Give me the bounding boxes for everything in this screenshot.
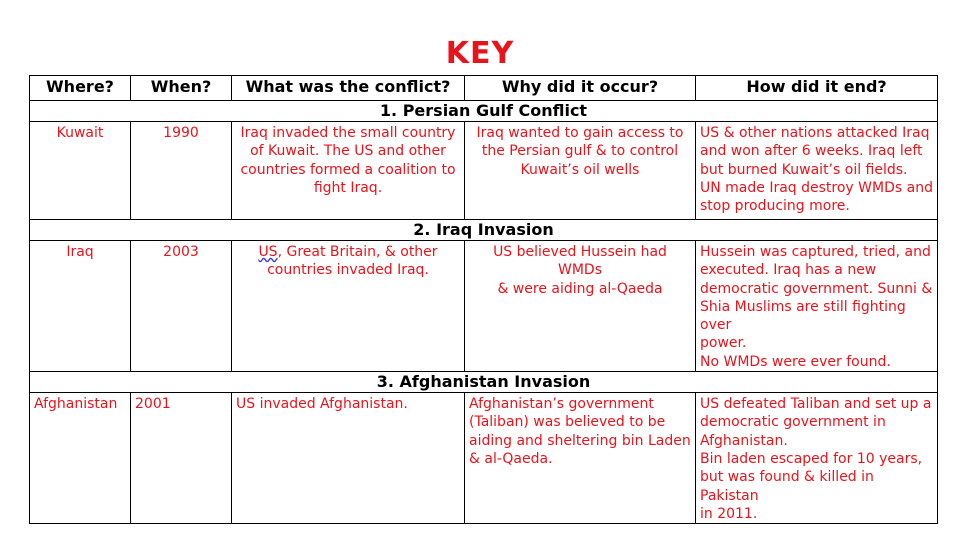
table-row <box>30 122 938 220</box>
why-cell: Iraq wanted to gain access to the Persian gulf & to control Kuwait’s oil wells <box>465 122 696 220</box>
how-cell: Hussein was captured, tried, and executed. Iraq has a new democratic government. Sunni & Shia Muslims are still fighting over power. No WMDs were ever found. <box>696 241 938 372</box>
why-cell: Afghanistan’s government (Taliban) was believed to be aiding and sheltering bin Laden & al-Qaeda. <box>465 393 696 524</box>
header-why: Why did it occur? <box>465 76 696 101</box>
what-cell: US invaded Afghanistan. <box>232 393 465 524</box>
section-heading: 2. Iraq Invasion <box>30 220 938 241</box>
how-cell: US defeated Taliban and set up a democratic government in Afghanistan. Bin laden escaped for 10 years, but was found & killed in Pakistan in 2011. <box>696 393 938 524</box>
what-cell: Iraq invaded the small country of Kuwait. The US and other countries formed a coalition to fight Iraq. <box>232 122 465 220</box>
section-heading-row <box>30 220 938 241</box>
where-cell: Kuwait <box>30 122 131 220</box>
when-cell: 2003 <box>131 241 232 372</box>
when-cell: 2001 <box>131 393 232 524</box>
where-cell: Iraq <box>30 241 131 372</box>
section-heading-row <box>30 372 938 393</box>
key-table <box>29 75 938 524</box>
how-cell: US & other nations attacked Iraq and won after 6 weeks. Iraq left but burned Kuwait’s oil fields. UN made Iraq destroy WMDs and stop producing more. <box>696 122 938 220</box>
page-title: KEY <box>445 36 515 71</box>
header-row <box>30 76 938 101</box>
section-heading: 3. Afghanistan Invasion <box>30 372 938 393</box>
table-row <box>30 241 938 372</box>
header-what: What was the conflict? <box>232 76 465 101</box>
what-cell: US, Great Britain, & other countries invaded Iraq. <box>232 241 465 372</box>
where-cell: Afghanistan <box>30 393 131 524</box>
header-when: When? <box>131 76 232 101</box>
section-heading-row <box>30 101 938 122</box>
why-cell: US believed Hussein had WMDs & were aiding al-Qaeda <box>465 241 696 372</box>
section-heading: 1. Persian Gulf Conflict <box>30 101 938 122</box>
table-row <box>30 393 938 524</box>
header-how: How did it end? <box>696 76 938 101</box>
when-cell: 1990 <box>131 122 232 220</box>
spellcheck-word: US <box>258 244 278 260</box>
header-where: Where? <box>30 76 131 101</box>
